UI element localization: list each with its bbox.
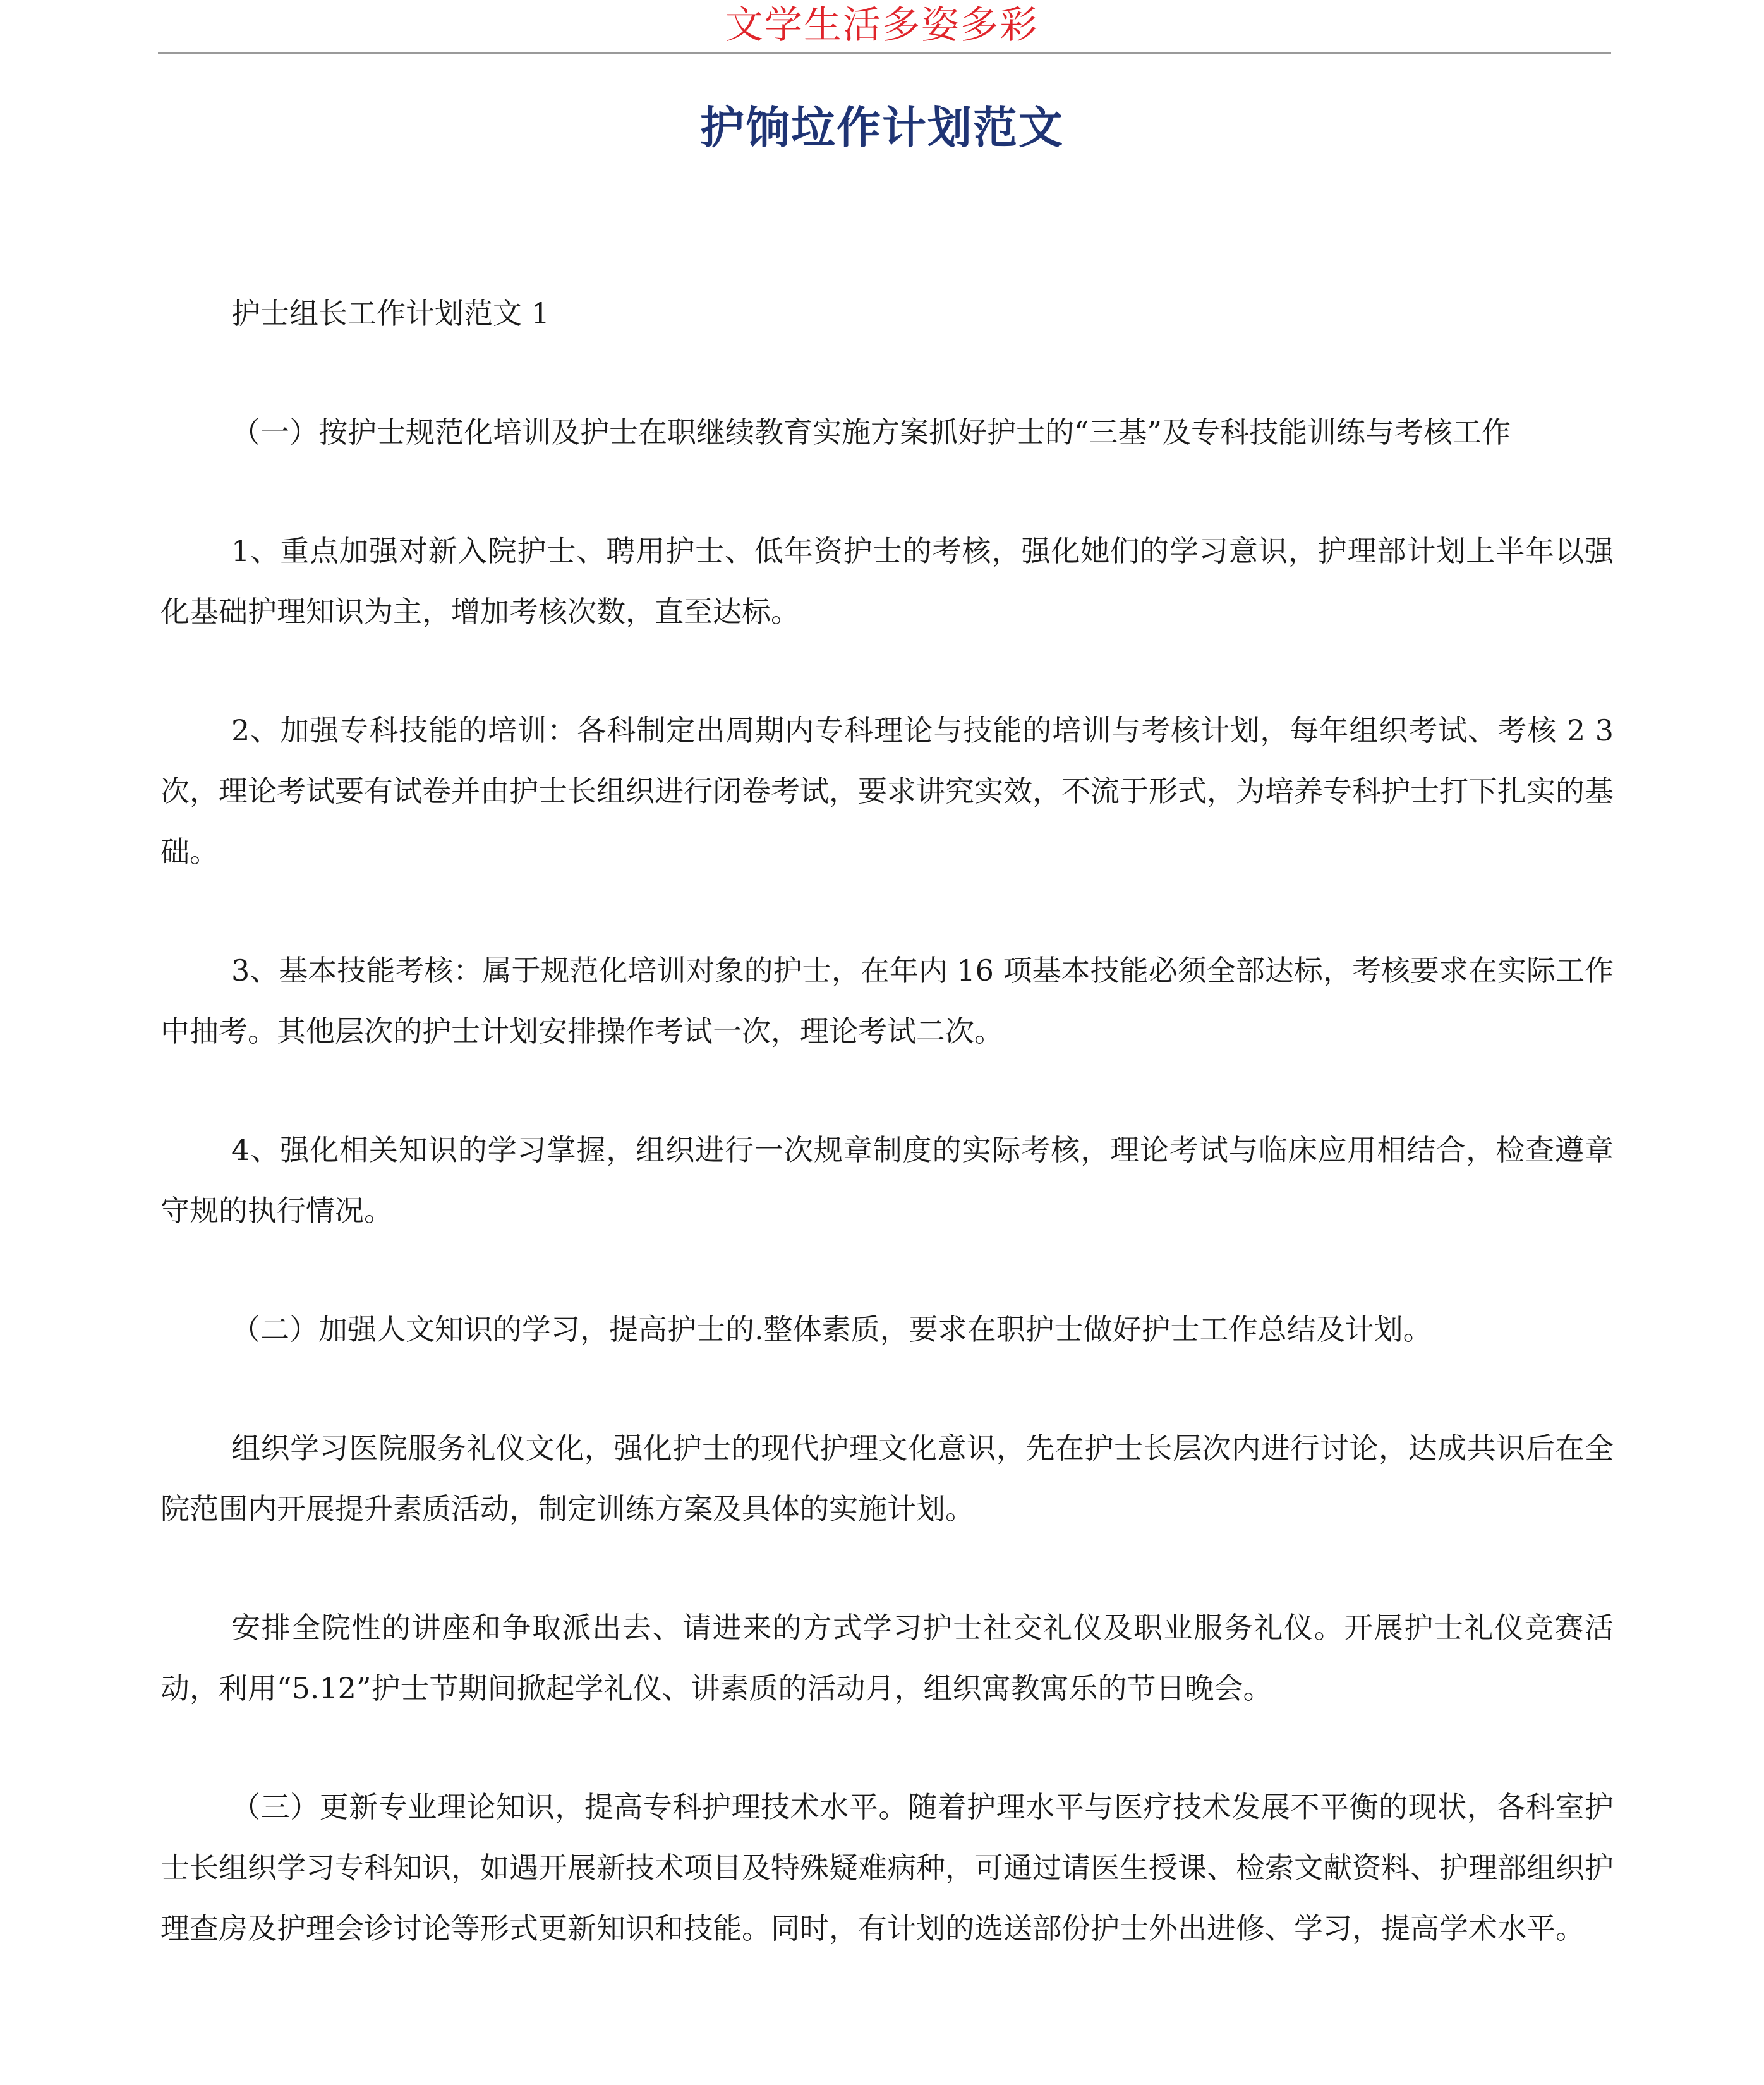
body-paragraph: 组织学习医院服务礼仪文化，强化护士的现代护理文化意识，先在护士长层次内进行讨论，达成共识后在全院范围内开展提升素质活动，制定训练方案及具体的实施计划。 [160, 1431, 1614, 1526]
body-paragraph: 1、重点加强对新入院护士、聘用护士、低年资护士的考核，强化她们的学习意识，护理部计划上半年以强化基础护理知识为主，增加考核次数，直至达标。 [160, 534, 1614, 629]
section-heading: 护士组长工作计划范文 1 [231, 296, 550, 330]
body-paragraph: （三）更新专业理论知识，提高专科护理技术水平。随着护理水平与医疗技术发展不平衡的现状，各科室护士长组织学习专科知识，如遇开展新技术项目及特殊疑难病种，可通过请医生授课、检索文献资料、护理部组织护理查房及护理会诊讨论等形式更新知识和技能。同时，有计划的选送部份护士外出进修、学习，提高学术水平。 [160, 1790, 1614, 1945]
body-paragraph: 安排全院性的讲座和争取派出去、请进来的方式学习护士社交礼仪及职业服务礼仪。开展护士礼仪竞赛活动，利用“5.12”护士节期间掀起学礼仪、讲素质的活动月，组织寓教寓乐的节日晚会。 [160, 1611, 1614, 1705]
subsection-heading: （二）加强人文知识的学习，提高护士的.整体素质，要求在职护士做好护士工作总结及计划。 [231, 1312, 1432, 1346]
document-body [160, 283, 1614, 2017]
body-paragraph: 2、加强专科技能的培训：各科制定出周期内专科理论与技能的培训与考核计划，每年组织考试、考核 2 3 次，理论考试要有试卷并由护士长组织进行闭卷考试，要求讲究实效，不流于形式，为培养专科护士打下扎实的基础。 [160, 713, 1614, 869]
header-banner: 文学生活多姿多彩 [725, 3, 1039, 47]
document-title: 护饷垃作计划范文 [700, 102, 1064, 154]
body-paragraph: 3、基本技能考核：属于规范化培训对象的护士，在年内 16 项基本技能必须全部达标，考核要求在实际工作中抽考。其他层次的护士计划安排操作考试一次，理论考试二次。 [160, 953, 1614, 1048]
body-paragraph: 4、强化相关知识的学习掌握，组织进行一次规章制度的实际考核，理论考试与临床应用相结合，检查遵章守规的执行情况。 [160, 1133, 1614, 1228]
header-divider [158, 52, 1611, 54]
subsection-heading: （一）按护士规范化培训及护士在职继续教育实施方案抓好护士的“三基”及专科技能训练与考核工作 [231, 415, 1511, 449]
